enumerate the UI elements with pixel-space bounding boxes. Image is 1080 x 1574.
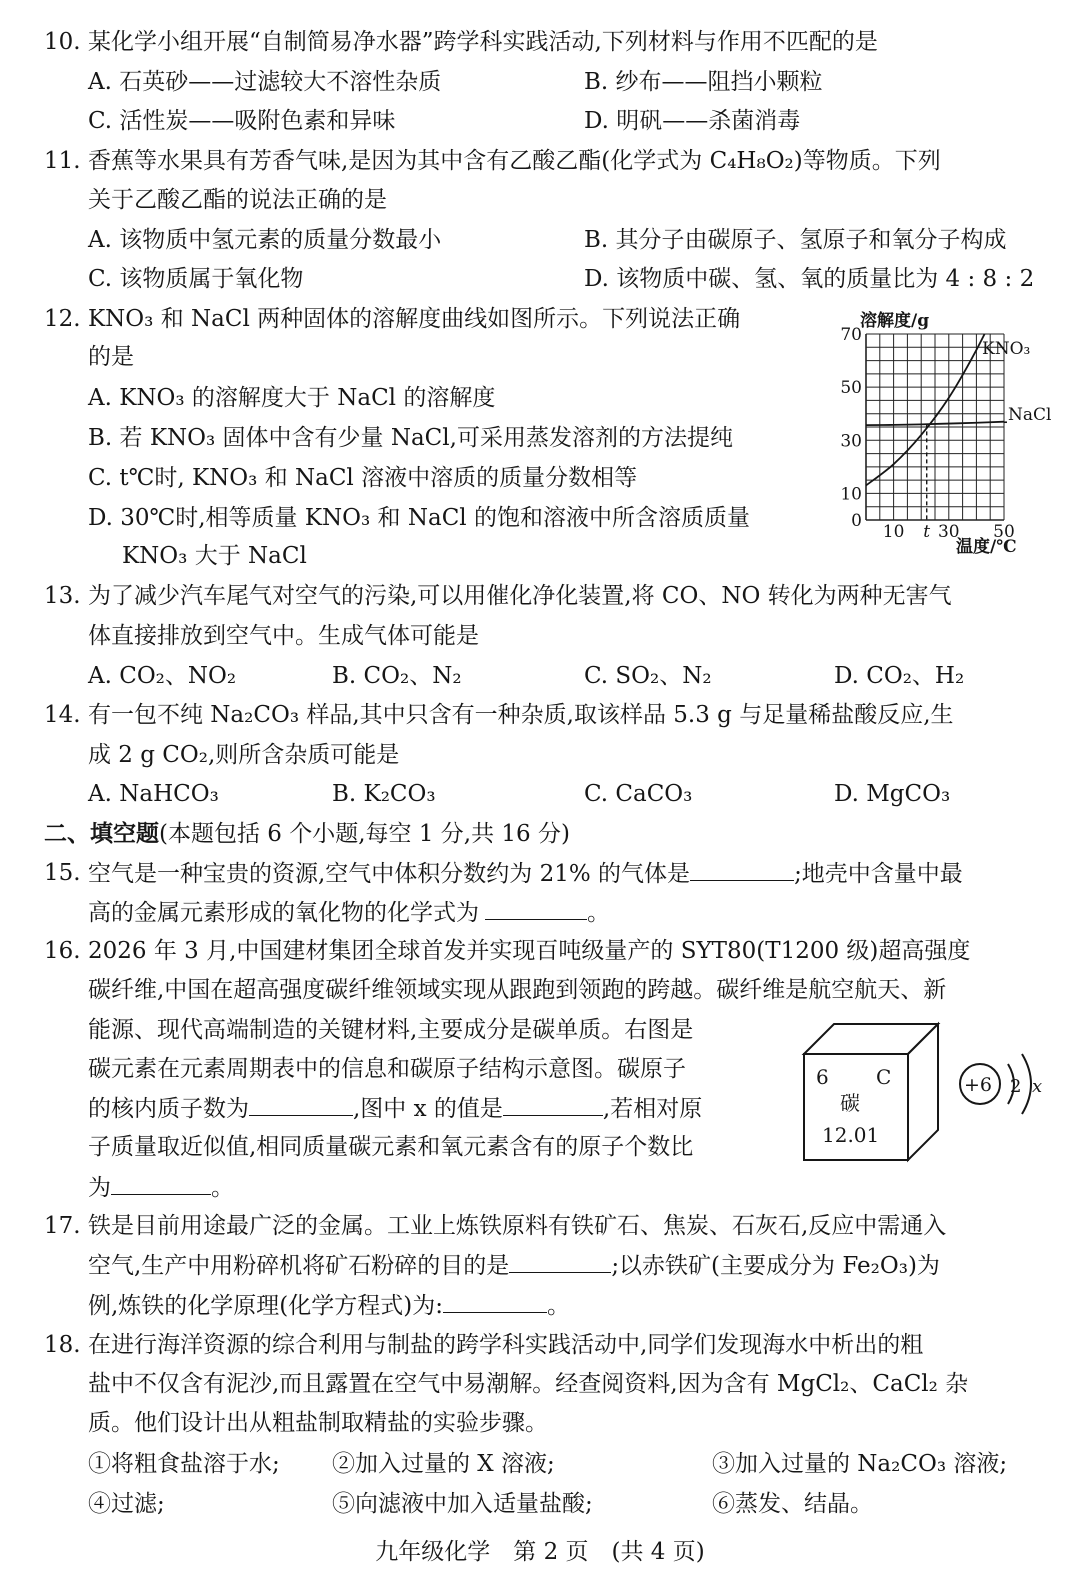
y-tick-label: 70 xyxy=(840,325,862,345)
q17-number: 17. xyxy=(44,1213,81,1239)
q18-number: 18. xyxy=(44,1332,81,1358)
q13-option-b: B. CO₂、N₂ xyxy=(332,663,462,689)
q16-line5 xyxy=(88,1094,702,1123)
solubility-chart xyxy=(832,302,1060,560)
q14-option-a: A. NaHCO₃ xyxy=(88,781,219,807)
q11-stem-line1: 香蕉等水果具有芳香气味,是因为其中含有乙酸乙酯(化学式为 C₄H₈O₂)等物质。下列 xyxy=(88,148,941,174)
q11-option-d: D. 该物质中碳、氢、氧的质量比为 4 : 8 : 2 xyxy=(584,266,1035,292)
carbon-element-card xyxy=(798,1018,948,1166)
q18-line1: 在进行海洋资源的综合利用与制盐的跨学科实践活动中,同学们发现海水中析出的粗 xyxy=(88,1332,924,1358)
q10-number: 10. xyxy=(44,29,81,55)
q16-blank-2[interactable] xyxy=(503,1094,603,1116)
q11-stem-line2: 关于乙酸乙酯的说法正确的是 xyxy=(88,187,387,213)
q10-option-c: C. 活性炭——吸附色素和异味 xyxy=(88,108,396,134)
q18-step-4: ④过滤; xyxy=(88,1491,165,1517)
q14-stem-line2: 成 2 g CO₂,则所含杂质可能是 xyxy=(88,742,400,768)
q10-option-d: D. 明矾——杀菌消毒 xyxy=(584,108,801,134)
q15-text-c: 高的金属元素形成的氧化物的化学式为 xyxy=(88,900,479,926)
q17-line1: 铁是目前用途最广泛的金属。工业上炼铁原料有铁矿石、焦炭、石灰石,反应中需通入 xyxy=(88,1213,947,1239)
q10-option-a: A. 石英砂——过滤较大不溶性杂质 xyxy=(88,69,442,95)
q18-step-2: ②加入过量的 X 溶液; xyxy=(332,1451,555,1477)
q12-option-a: A. KNO₃ 的溶解度大于 NaCl 的溶解度 xyxy=(88,385,496,411)
q16-text-a: 的核内质子数为 xyxy=(88,1096,249,1122)
q12-stem-line1: KNO₃ 和 NaCl 两种固体的溶解度曲线如图所示。下列说法正确 xyxy=(88,306,741,332)
element-symbol: C xyxy=(876,1065,892,1089)
q17-blank-1[interactable] xyxy=(509,1251,611,1273)
q16-number: 16. xyxy=(44,938,81,964)
q15-text-a: 空气是一种宝贵的资源,空气中体积分数约为 21% 的气体是 xyxy=(88,861,691,887)
q16-text-b: ,图中 x 的值是 xyxy=(353,1096,503,1122)
y-tick-label: 10 xyxy=(840,484,862,505)
page-footer: 九年级化学 第 2 页 (共 4 页) xyxy=(375,1539,705,1565)
q15-line1 xyxy=(88,859,963,888)
q17-line3 xyxy=(88,1291,570,1320)
q15-blank-1[interactable] xyxy=(690,859,794,881)
q12-number: 12. xyxy=(44,306,81,332)
q10-option-b: B. 纱布——阻挡小颗粒 xyxy=(584,69,823,95)
q16-line2: 碳纤维,中国在超高强度碳纤维领域实现从跟跑到领跑的跨越。碳纤维是航空航天、新 xyxy=(88,977,947,1003)
q13-option-d: D. CO₂、H₂ xyxy=(834,663,965,689)
q13-stem-line2: 体直接排放到空气中。生成气体可能是 xyxy=(88,623,479,649)
q17-text-d: 。 xyxy=(547,1293,571,1319)
shell2-electrons: x xyxy=(1032,1076,1043,1097)
section-heading xyxy=(44,820,570,848)
q16-blank-1[interactable] xyxy=(249,1094,353,1116)
q17-line2 xyxy=(88,1251,940,1280)
q16-line7 xyxy=(88,1173,234,1202)
q17-text-b: ;以赤铁矿(主要成分为 Fe₂O₃)为 xyxy=(611,1253,940,1279)
series-label-nacl: NaCl xyxy=(1008,405,1052,425)
q16-line4: 碳元素在元素周期表中的信息和碳原子结构示意图。碳原子 xyxy=(88,1056,686,1082)
electron-shell-2 xyxy=(1022,1054,1031,1114)
q10-stem: 某化学小组开展“自制简易净水器”跨学科实践活动,下列材料与作用不匹配的是 xyxy=(88,29,878,55)
section-note: (本题包括 6 个小题,每空 1 分,共 16 分) xyxy=(159,821,570,847)
carbon-atom-diagram xyxy=(950,1040,1054,1136)
q13-option-a: A. CO₂、NO₂ xyxy=(88,663,237,689)
q17-text-a: 空气,生产中用粉碎机将矿石粉碎的目的是 xyxy=(88,1253,510,1279)
q12-option-d: D. 30℃时,相等质量 KNO₃ 和 NaCl 的饱和溶液中所含溶质质量 xyxy=(88,505,750,531)
q14-option-b: B. K₂CO₃ xyxy=(332,781,436,807)
nucleus-charge: +6 xyxy=(964,1074,993,1096)
q15-blank-2[interactable] xyxy=(485,898,587,920)
x-tick-label: 10 xyxy=(882,522,905,542)
chart-y-ticks xyxy=(840,325,862,531)
q16-blank-3[interactable] xyxy=(111,1173,211,1195)
q11-number: 11. xyxy=(44,148,81,174)
q13-number: 13. xyxy=(44,583,81,609)
q11-option-a: A. 该物质中氢元素的质量分数最小 xyxy=(88,227,442,253)
y-tick-label: 50 xyxy=(840,378,862,399)
y-tick-label: 30 xyxy=(840,431,862,452)
element-name: 碳 xyxy=(840,1091,860,1115)
element-mass: 12.01 xyxy=(822,1123,880,1147)
x-tick-label: 30 xyxy=(937,522,960,542)
q15-line2 xyxy=(88,898,610,927)
chart-ylabel: 溶解度/g xyxy=(860,311,930,331)
q16-text-c: ,若相对原 xyxy=(602,1096,703,1122)
q14-option-d: D. MgCO₃ xyxy=(834,781,951,807)
q18-step-6: ⑥蒸发、结晶。 xyxy=(712,1491,873,1517)
chart-xlabel: 温度/℃ xyxy=(956,537,1017,557)
x-tick-label: t xyxy=(923,522,931,542)
q14-number: 14. xyxy=(44,702,81,728)
q11-option-b: B. 其分子由碳原子、氢原子和氧分子构成 xyxy=(584,227,1007,253)
q12-option-b: B. 若 KNO₃ 固体中含有少量 NaCl,可采用蒸发溶剂的方法提纯 xyxy=(88,425,733,451)
q18-step-5: ⑤向滤液中加入适量盐酸; xyxy=(332,1491,593,1517)
q12-stem-line2: 的是 xyxy=(88,344,134,370)
q16-text-d: 为 xyxy=(88,1175,111,1201)
q12-option-c: C. t℃时, KNO₃ 和 NaCl 溶液中溶质的质量分数相等 xyxy=(88,465,638,491)
q16-line3: 能源、现代高端制造的关键材料,主要成分是碳单质。右图是 xyxy=(88,1017,694,1043)
shell1-electrons: 2 xyxy=(1010,1076,1022,1097)
q15-text-d: 。 xyxy=(587,900,610,926)
q17-text-c: 例,炼铁的化学原理(化学方程式)为: xyxy=(88,1293,444,1319)
q13-stem-line1: 为了减少汽车尾气对空气的污染,可以用催化净化装置,将 CO、NO 转化为两种无害气 xyxy=(88,583,952,609)
chart-grid xyxy=(866,334,1004,520)
q14-option-c: C. CaCO₃ xyxy=(584,781,693,807)
element-atomic-number: 6 xyxy=(816,1065,829,1089)
q16-line6: 子质量取近似值,相同质量碳元素和氧元素含有的原子个数比 xyxy=(88,1134,694,1160)
q13-option-c: C. SO₂、N₂ xyxy=(584,663,712,689)
q11-option-c: C. 该物质属于氧化物 xyxy=(88,266,304,292)
q18-step-3: ③加入过量的 Na₂CO₃ 溶液; xyxy=(712,1451,1008,1477)
series-label-kno3: KNO₃ xyxy=(982,339,1031,359)
q16-text-e: 。 xyxy=(211,1175,234,1201)
q15-number: 15. xyxy=(44,860,81,886)
q15-text-b: ;地壳中含量中最 xyxy=(794,861,963,887)
section-title: 二、填空题 xyxy=(44,820,159,847)
q12-option-d-continued: KNO₃ 大于 NaCl xyxy=(122,543,307,569)
q14-stem-line1: 有一包不纯 Na₂CO₃ 样品,其中只含有一种杂质,取该样品 5.3 g 与足量稀盐酸反应,生 xyxy=(88,702,954,728)
x-tick-label: 50 xyxy=(993,522,1015,542)
q18-line3: 质。他们设计出从粗盐制取精盐的实验步骤。 xyxy=(88,1410,548,1436)
q16-line1: 2026 年 3 月,中国建材集团全球首发并实现百吨级量产的 SYT80(T1200 级)超高强度 xyxy=(88,938,971,964)
q18-line2: 盐中不仅含有泥沙,而且露置在空气中易潮解。经查阅资料,因为含有 MgCl₂、CaCl₂ 杂 xyxy=(88,1371,969,1397)
q18-step-1: ①将粗食盐溶于水; xyxy=(88,1451,280,1477)
y-tick-label: 0 xyxy=(851,511,862,531)
q17-blank-2[interactable] xyxy=(443,1291,547,1313)
